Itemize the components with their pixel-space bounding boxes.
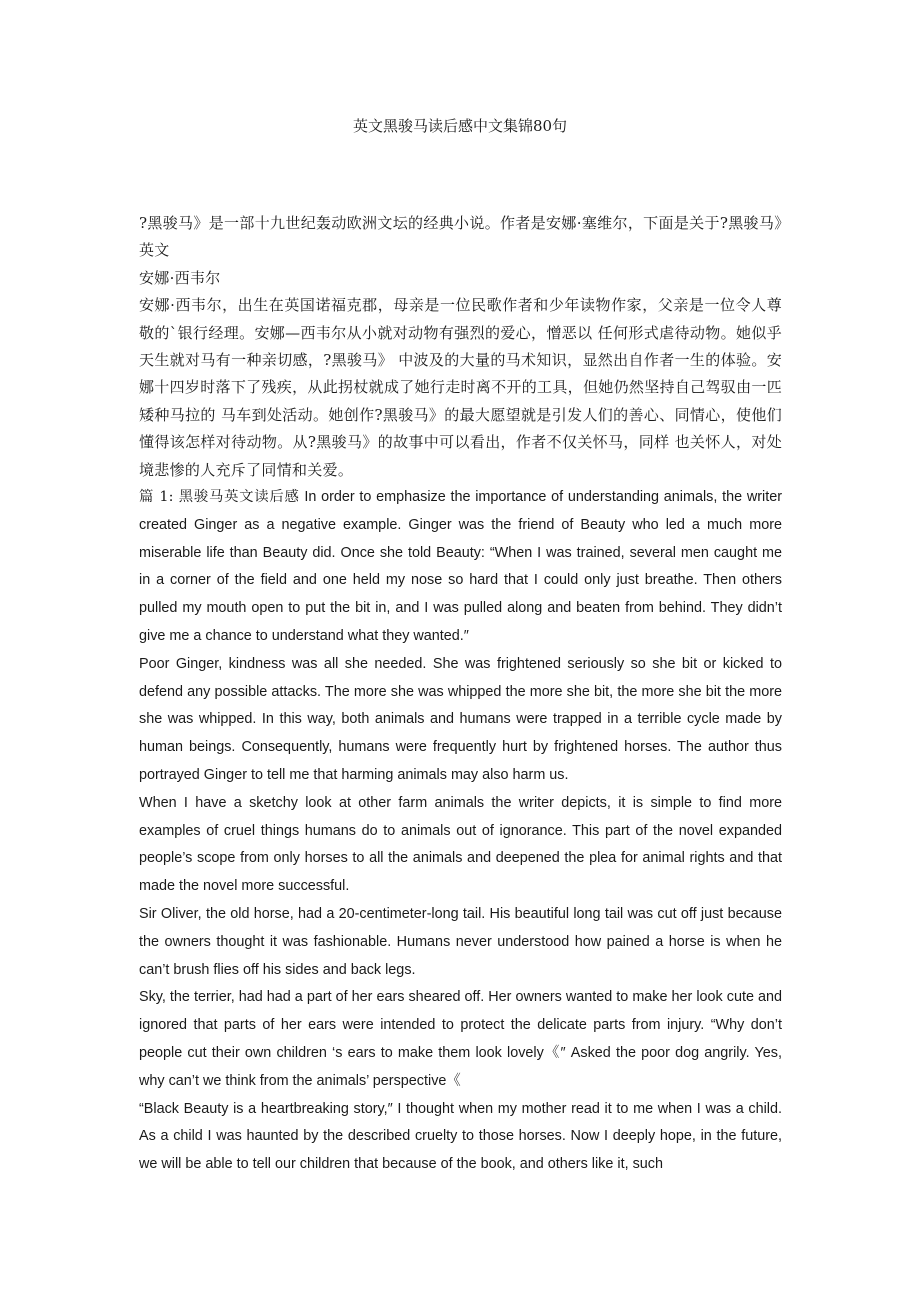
body-paragraph-farm-animals: When I have a sketchy look at other farm animals the writer depicts, it is simple to find more examples of cruel things humans do to animals out of ignorance. This part of the novel expanded people’s scope from only horses to all the animals and deepened the plea for animal rights and that made the novel more successful. [139, 794, 782, 895]
author-bio-paragraph: 安娜·西韦尔，出生在英国诺福克郡，母亲是一位民歌作者和少年读物作家，父亲是一位令人尊敬的`银行经理。安娜—西韦尔从小就对动物有强烈的爱心，憎恶以 任何形式虐待动物。她似乎天生就对马有一种亲切感，?黑骏马》 中波及的大量的马术知识，显然出自作者一生的体验。安娜十四岁时落下了残疾，从此拐杖就成了她行走时离不开的工具，但她仍然坚持自己驾驭由一匹矮种马拉的 马车到处活动。她创作?黑骏马》的最大愿望就是引发人们的善心、同情心，使他们懂得该怎样对待动物。从?黑骏马》的故事中可以看出，作者不仅关怀马，同样 也关怀人，对处境悲惨的人充斥了同情和关爱。 [139, 296, 782, 479]
body-paragraph-ginger: Poor Ginger, kindness was all she needed. She was frightened seriously so she bit or kicked to defend any possible attacks. The more she was whipped the more she bit, the more she bit the more she was whipped. In this way, both animals and humans were trapped in a terrible cycle made by human beings. Consequently, humans were frequently hurt by frightened horses. The author thus portrayed Ginger to tell me that harming animals may also harm us. [139, 655, 782, 784]
document-body [139, 210, 782, 1179]
section-1-text: In order to emphasize the importance of understanding animals, the writer created Ginger as a negative example. Ginger was the friend of Beauty who led a much more miserable life than Beauty did. Once she told Beauty: “When I was trained, several men caught me in a corner of the field and one held my nose so hard that I could only just breathe. Then others pulled my mouth open to put the bit in, and I was pulled along and beaten from behind. They didn’t give me a chance to understand what they wanted.″ [139, 489, 782, 645]
author-heading: 安娜·西韦尔 [139, 268, 221, 287]
section-1-paragraph [139, 484, 782, 651]
document-title: 英文黑骏马读后感中文集锦80句 [352, 117, 568, 135]
body-paragraph-heartbreaking: “Black Beauty is a heartbreaking story,″ I thought when my mother read it to me when I was a child. As a child I was haunted by the described cruelty to those horses. Now I deeply hope, in the future, we will be able to tell our children that because of the book, and others like it, such [139, 1100, 782, 1173]
body-paragraph-sky: Sky, the terrier, had had a part of her ears sheared off. Her owners wanted to make her look cute and ignored that parts of her ears were intended to protect the delicate parts from injury. “Why don’t people cut their own children ‘s ears to make them look lovely《″ Asked the poor dog angrily. Yes, why can’t we think from the animals’ perspective《 [139, 989, 782, 1089]
intro-paragraph: ?黑骏马》是一部十九世纪轰动欧洲文坛的经典小说。作者是安娜·塞维尔，下面是关于?黑骏马》英文 [139, 214, 782, 260]
section-label: 篇 1: 黑骏马英文读后感 [139, 489, 300, 506]
body-paragraph-sir-oliver: Sir Oliver, the old horse, had a 20-centimeter-long tail. His beautiful long tail was cut off just because the owners thought it was fashionable. Humans never understood how pained a horse is when he can’t brush flies off his sides and back legs. [139, 906, 782, 978]
